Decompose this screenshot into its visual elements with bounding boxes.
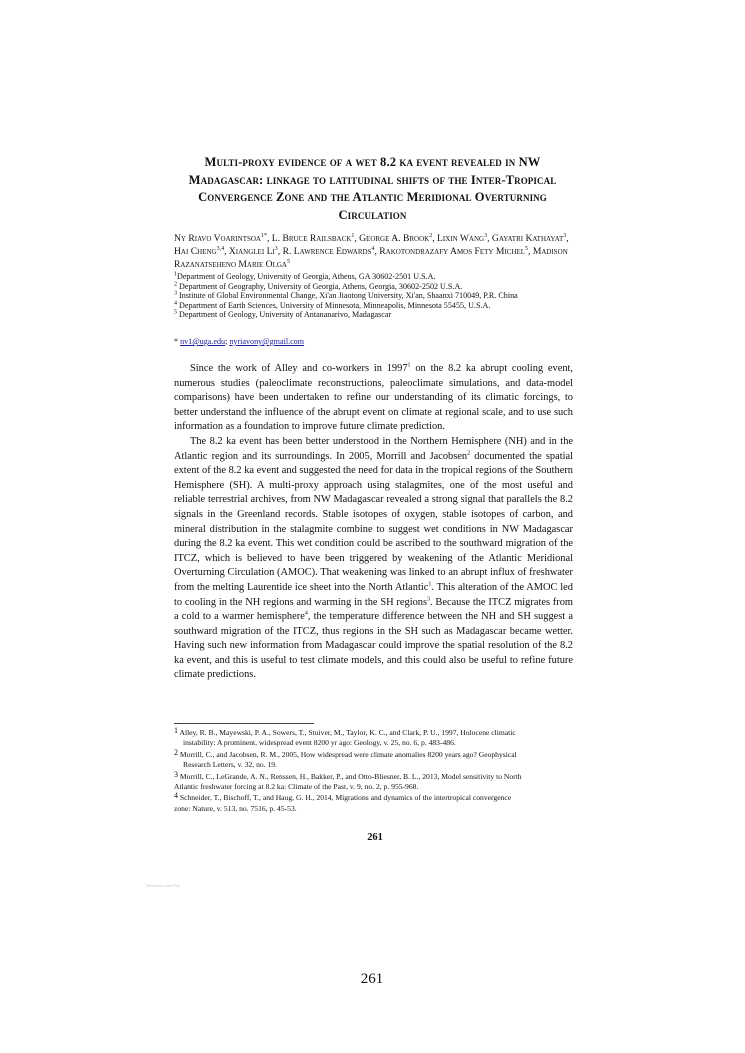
author-list: Ny Riavo Voarintsoa$^{1*}$, L. Bruce Railsback$^1$, George A. Brook$^2$, Lixin Wang$^3$, Gayatri Kathayat$^3$, Hai Cheng$^{3,4}$, Xianglei Li$^3$, R. Lawrence Edwards$^4$, Rakotondrazafy Amos Fety Michel$^5$, Madison Razanatseheno Marie Olga$^5$: [174, 232, 569, 270]
email-link-gmail[interactable]: nyriavony@gmail.com: [229, 337, 305, 346]
author: R. Lawrence Edwards$^4$: [282, 245, 375, 257]
footnote-divider: [174, 723, 314, 724]
author: Gayatri Kathayat$^3$: [491, 232, 567, 244]
footnote: $^4$ Schneider, T., Bischoff, T., and Haug, G. H., 2014, Migrations and dynamics of the intertropical convergence zone: Nature, v. 513, no. 7516, p. 45-53.: [174, 791, 512, 813]
email-link-uga[interactable]: nv1@uga.edu: [180, 337, 226, 346]
author: L. Bruce Railsback$^1$: [271, 232, 355, 244]
footnote: $^1$ Alley, R. B., Mayewski, P. A., Sowers, T., Stuiver, M., Taylor, K. C., and Clark, P. U., 1997, Holocene climatic instability: A prominent, widespread event 8200 yr ago: Geology, v. 25, no. 6, p. 483-486.: [174, 726, 516, 748]
watermark: Recorded from Pdf: [146, 883, 180, 888]
footnote: $^3$ Morrill, C., LeGrande, A. N., Renssen, H., Bakker, P., and Otto-Bliesner, B. L., 2013, Model sensitivity to North Atlantic freshwater forcing at 8.2 ka: Climate of the Past, v. 9, no. 2, p. 955-968.: [174, 769, 522, 792]
affiliation: $^1$Department of Geology, University of Georgia, Athens, GA 30602-2501 U.S.A.: [174, 271, 436, 281]
paper-title: Multi-proxy evidence of a wet 8.2 ka event revealed in NW Madagascar: linkage to latitudinal shifts of the Inter-Tropical Convergence Zone and the Atlantic Meridional Overturning Circulation: [188, 155, 557, 222]
affiliation-list: [174, 272, 574, 320]
author: Lixin Wang$^3$: [437, 232, 488, 244]
paragraph: Since the work of Alley and co-workers in 1997$^1$ on the 8.2 ka abrupt cooling event, numerous studies (paleoclimate reconstructions, paleoclimate simulations, and data-model comparisons) have been undertaken to refine our understanding of its climatic forcings, to better understand the influence of the abrupt event on climate at regional scale, and to use such information as a foundation to improve future climate prediction.: [174, 362, 574, 433]
author: Hai Cheng$^{3,4}$: [174, 245, 225, 257]
affiliation: $^5$ Department of Geology, University of Antananarivo, Madagascar: [174, 309, 392, 320]
author: George A. Brook$^2$: [359, 232, 433, 244]
author: Rakotondrazafy Amos Fety Michel$^5$: [379, 245, 529, 257]
footnote: $^2$ Morrill, C., and Jacobsen, R. M., 2005, How widespread were climate anomalies 8200 years ago? Geophysical Research Letters, v. 32, no. 19.: [174, 747, 517, 770]
abstract-body: [174, 362, 573, 683]
affiliation: $^4$ Department of Earth Sciences, University of Minnesota, Minneapolis, Minnesota 55455, U.S.A.: [174, 300, 491, 310]
author: Xianglei Li$^3$: [228, 245, 278, 257]
footnote-list: [174, 728, 573, 815]
affiliation: $^2$ Department of Geography, University of Georgia, Athens, Georgia, 30602-2502 U.S.A.: [174, 280, 463, 291]
corresponding-email: * nv1@uga.edu; nyriavony@gmail.com: [174, 337, 305, 346]
author: Ny Riavo Voarintsoa$^{1*}$: [174, 232, 267, 244]
paragraph: The 8.2 ka event has been better understood in the Northern Hemisphere (NH) and in the Atlantic region and its surroundings. In 2005, Morrill and Jacobsen$^2$ documented the spatial extent of the 8.2 ka event and suggested the need for data in the tropical regions of the Southern Hemisphere (SH). A multi-proxy approach using stalagmites, one of the most useful and reliable terrestrial archives, from NW Madagascar revealed a strong signal that parallels the 8.2 signals in the Greenland records. Stable isotopes of oxygen, stable isotopes of carbon, and mineral distribution in the stalagmite combine to suggest wet conditions in NW Madagascar during the 8.2 ka event. This wet condition could be ascribed to the southward migration of the ITCZ, which is believed to have been triggered by weakening of the Atlantic Meridional Overturning Circulation (AMOC). That weakening was linked to an abrupt influx of freshwater from the melting Laurentide ice sheet into the North Atlantic$^1$. This alteration of the AMOC led to cooling in the NH regions and warming in the SH regions$^3$. Because the ITCZ migrates from a cold to a warmer hemisphere$^4$, the temperature difference between the NH and SH suggest a southward migration of the ITCZ, thus regions in the SH such as Madagascar became wetter. Having such new information from Madagascar could improve the spatial resolution of the 8.2 ka event, and this is useful to test climate models, and this could also be useful to refine future climate predictions.: [174, 435, 573, 681]
page-number: 261: [360, 971, 384, 987]
author: Madison Razanatseheno Marie Olga$^5$: [174, 246, 568, 270]
affiliation: $^3$ Institute of Global Environmental Change, Xi'an Jiaotong University, Xi'an, Shaanxi 710049, P.R. China: [174, 290, 518, 301]
inner-page-number: 261: [367, 832, 383, 843]
